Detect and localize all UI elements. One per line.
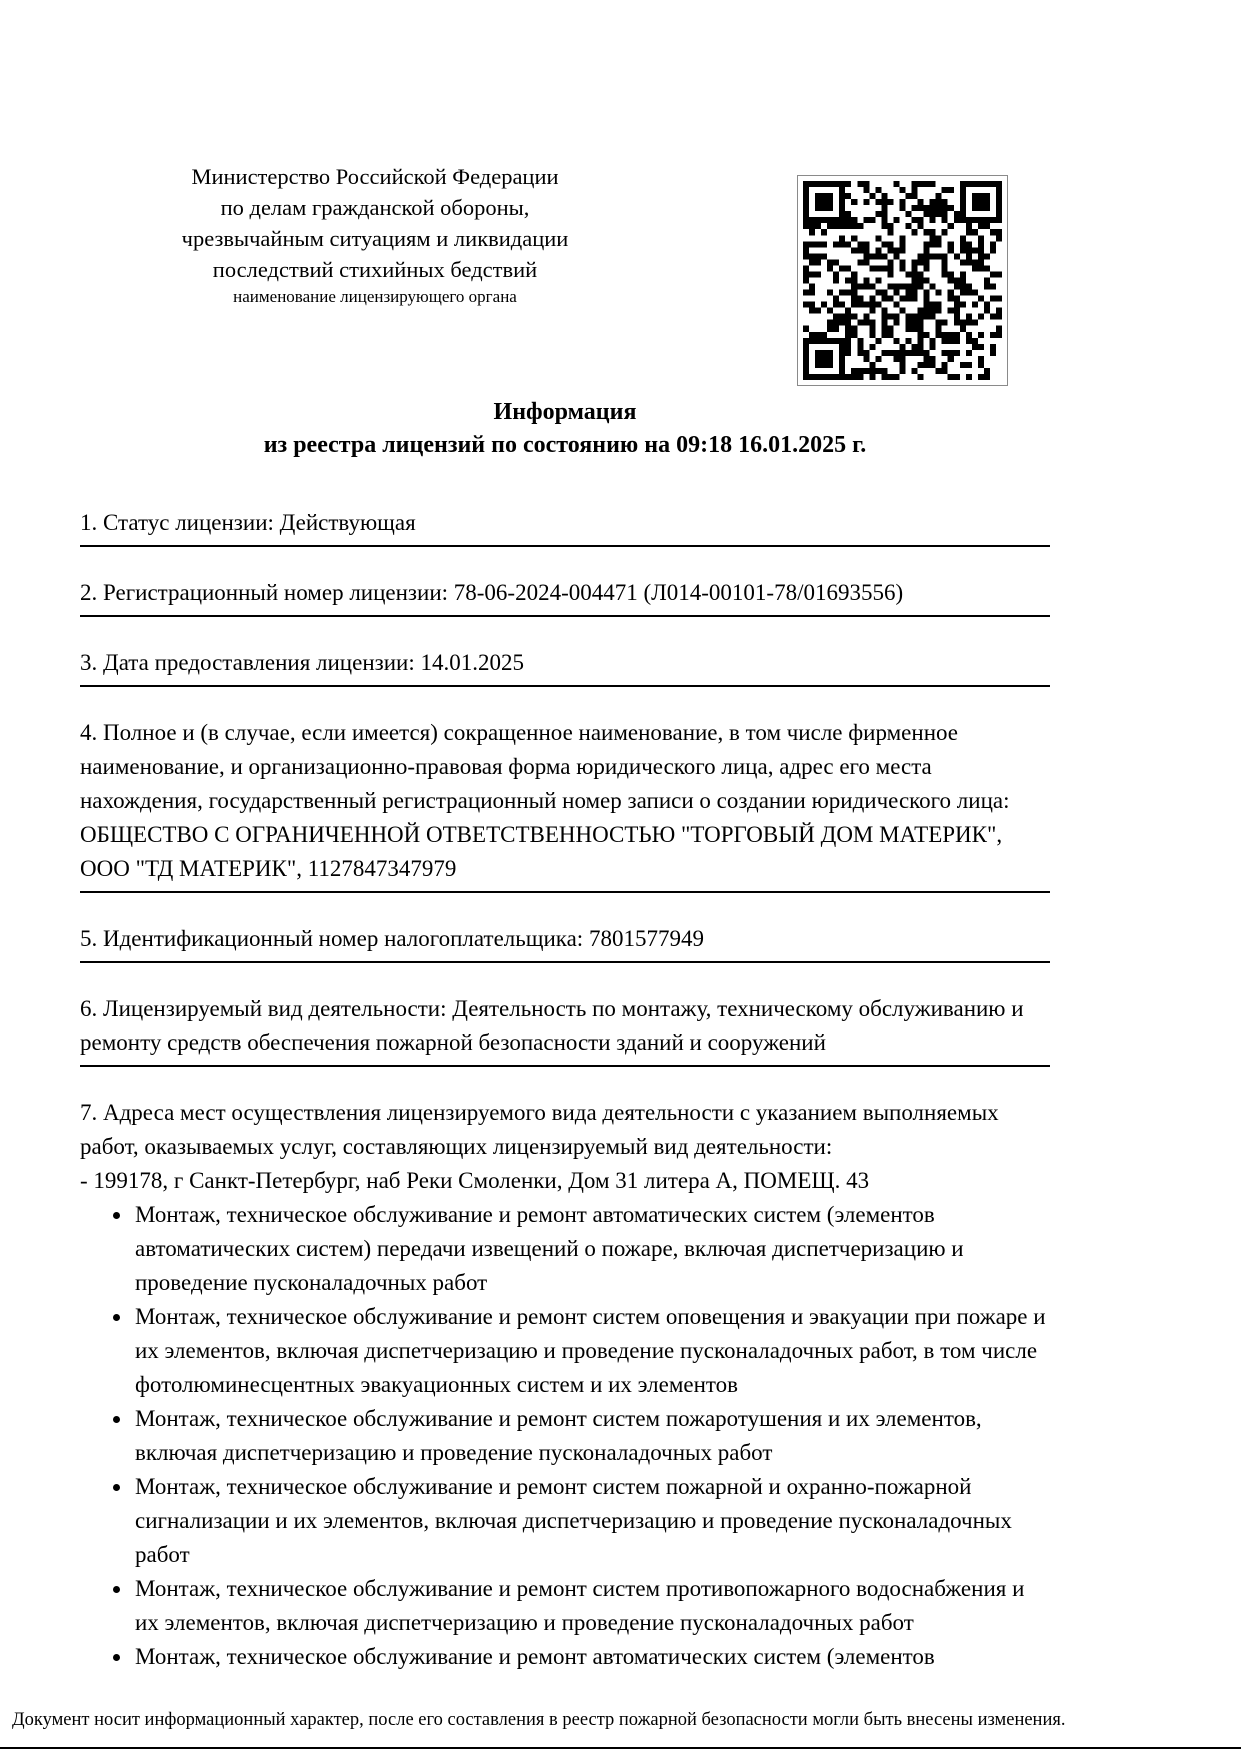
authority-line: Министерство Российской Федерации — [191, 164, 559, 189]
taxpayer-id-item: 5. Идентификационный номер налогоплательщика: 7801577949 — [80, 922, 1050, 963]
works-list — [80, 1198, 1050, 1674]
work-list-item: • Монтаж, техническое обслуживание и ремонт систем противопожарного водоснабжения и их элементов, включая диспетчеризацию и проведение пусконаладочных работ — [133, 1572, 1050, 1640]
footer-disclaimer: Документ носит информационный характер, после его составления в реестр пожарной безопасности могли быть внесены изменения. — [12, 1710, 1066, 1730]
licensing-authority-block — [95, 161, 655, 308]
authority-line: по делам гражданской обороны, — [220, 195, 530, 220]
title-line-2: из реестра лицензий по состоянию на 09:18 16.01.2025 г. — [263, 432, 867, 458]
license-number-item: 2. Регистрационный номер лицензии: 78-06-2024-004471 (Л014-00101-78/01693556) — [80, 576, 1050, 617]
activity-addresses-item: 7. Адреса мест осуществления лицензируемого вида деятельности с указанием выполняемых работ, оказываемых услуг, составляющих лицензируемый вид деятельности: — [80, 1100, 999, 1159]
work-list-item: • Монтаж, техническое обслуживание и ремонт систем пожаротушения и их элементов, включая диспетчеризацию и проведение пусконаладочных работ — [133, 1402, 1050, 1470]
work-list-item: • Монтаж, техническое обслуживание и ремонт систем пожарной и охранно-пожарной сигнализации и их элементов, включая диспетчеризацию и проведение пусконаладочных работ — [133, 1470, 1050, 1572]
work-list-item: • Монтаж, техническое обслуживание и ремонт систем оповещения и эвакуации при пожаре и их элементов, включая диспетчеризацию и проведение пусконаладочных работ, в том числе фотолюминесцентных эвакуационных систем и их элементов — [133, 1300, 1050, 1402]
work-list-item: • Монтаж, техническое обслуживание и ремонт автоматических систем (элементов — [133, 1640, 1050, 1674]
organization-name-item: 4. Полное и (в случае, если имеется) сокращенное наименование, в том числе фирменное наименование, и организационно-правовая форма юридического лица, адрес его места нахождения, государственный регистрационный номер записи о создании юридического лица: ОБЩЕСТВО С ОГРАНИЧЕННОЙ ОТВЕТСТВЕННОСТЬЮ "ТОРГОВЫЙ ДОМ МАТЕРИК", ООО "ТД МАТЕРИК", 1127847347979 — [80, 716, 1050, 893]
footer-rule — [0, 1747, 1241, 1749]
page-title — [80, 396, 1050, 462]
authority-line: чрезвычайным ситуациям и ликвидации — [181, 226, 569, 251]
authority-line: последствий стихийных бедствий — [212, 257, 538, 282]
license-date-item: 3. Дата предоставления лицензии: 14.01.2025 — [80, 646, 1050, 687]
qr-code — [797, 175, 1008, 386]
license-status-item: 1. Статус лицензии: Действующая — [80, 506, 1050, 547]
work-list-item: • Монтаж, техническое обслуживание и ремонт автоматических систем (элементов автоматических систем) передачи извещений о пожаре, включая диспетчеризацию и проведение пусконаладочных работ — [133, 1198, 1050, 1300]
authority-caption: наименование лицензирующего органа — [233, 287, 517, 306]
title-line-1: Информация — [493, 399, 637, 425]
licensed-activity-item: 6. Лицензируемый вид деятельности: Деятельность по монтажу, техническому обслуживанию и ремонту средств обеспечения пожарной безопасности зданий и сооружений — [80, 992, 1050, 1067]
registry-content — [80, 506, 1050, 1674]
activity-address: - 199178, г Санкт-Петербург, наб Реки Смоленки, Дом 31 литера А, ПОМЕЩ. 43 — [80, 1168, 870, 1193]
